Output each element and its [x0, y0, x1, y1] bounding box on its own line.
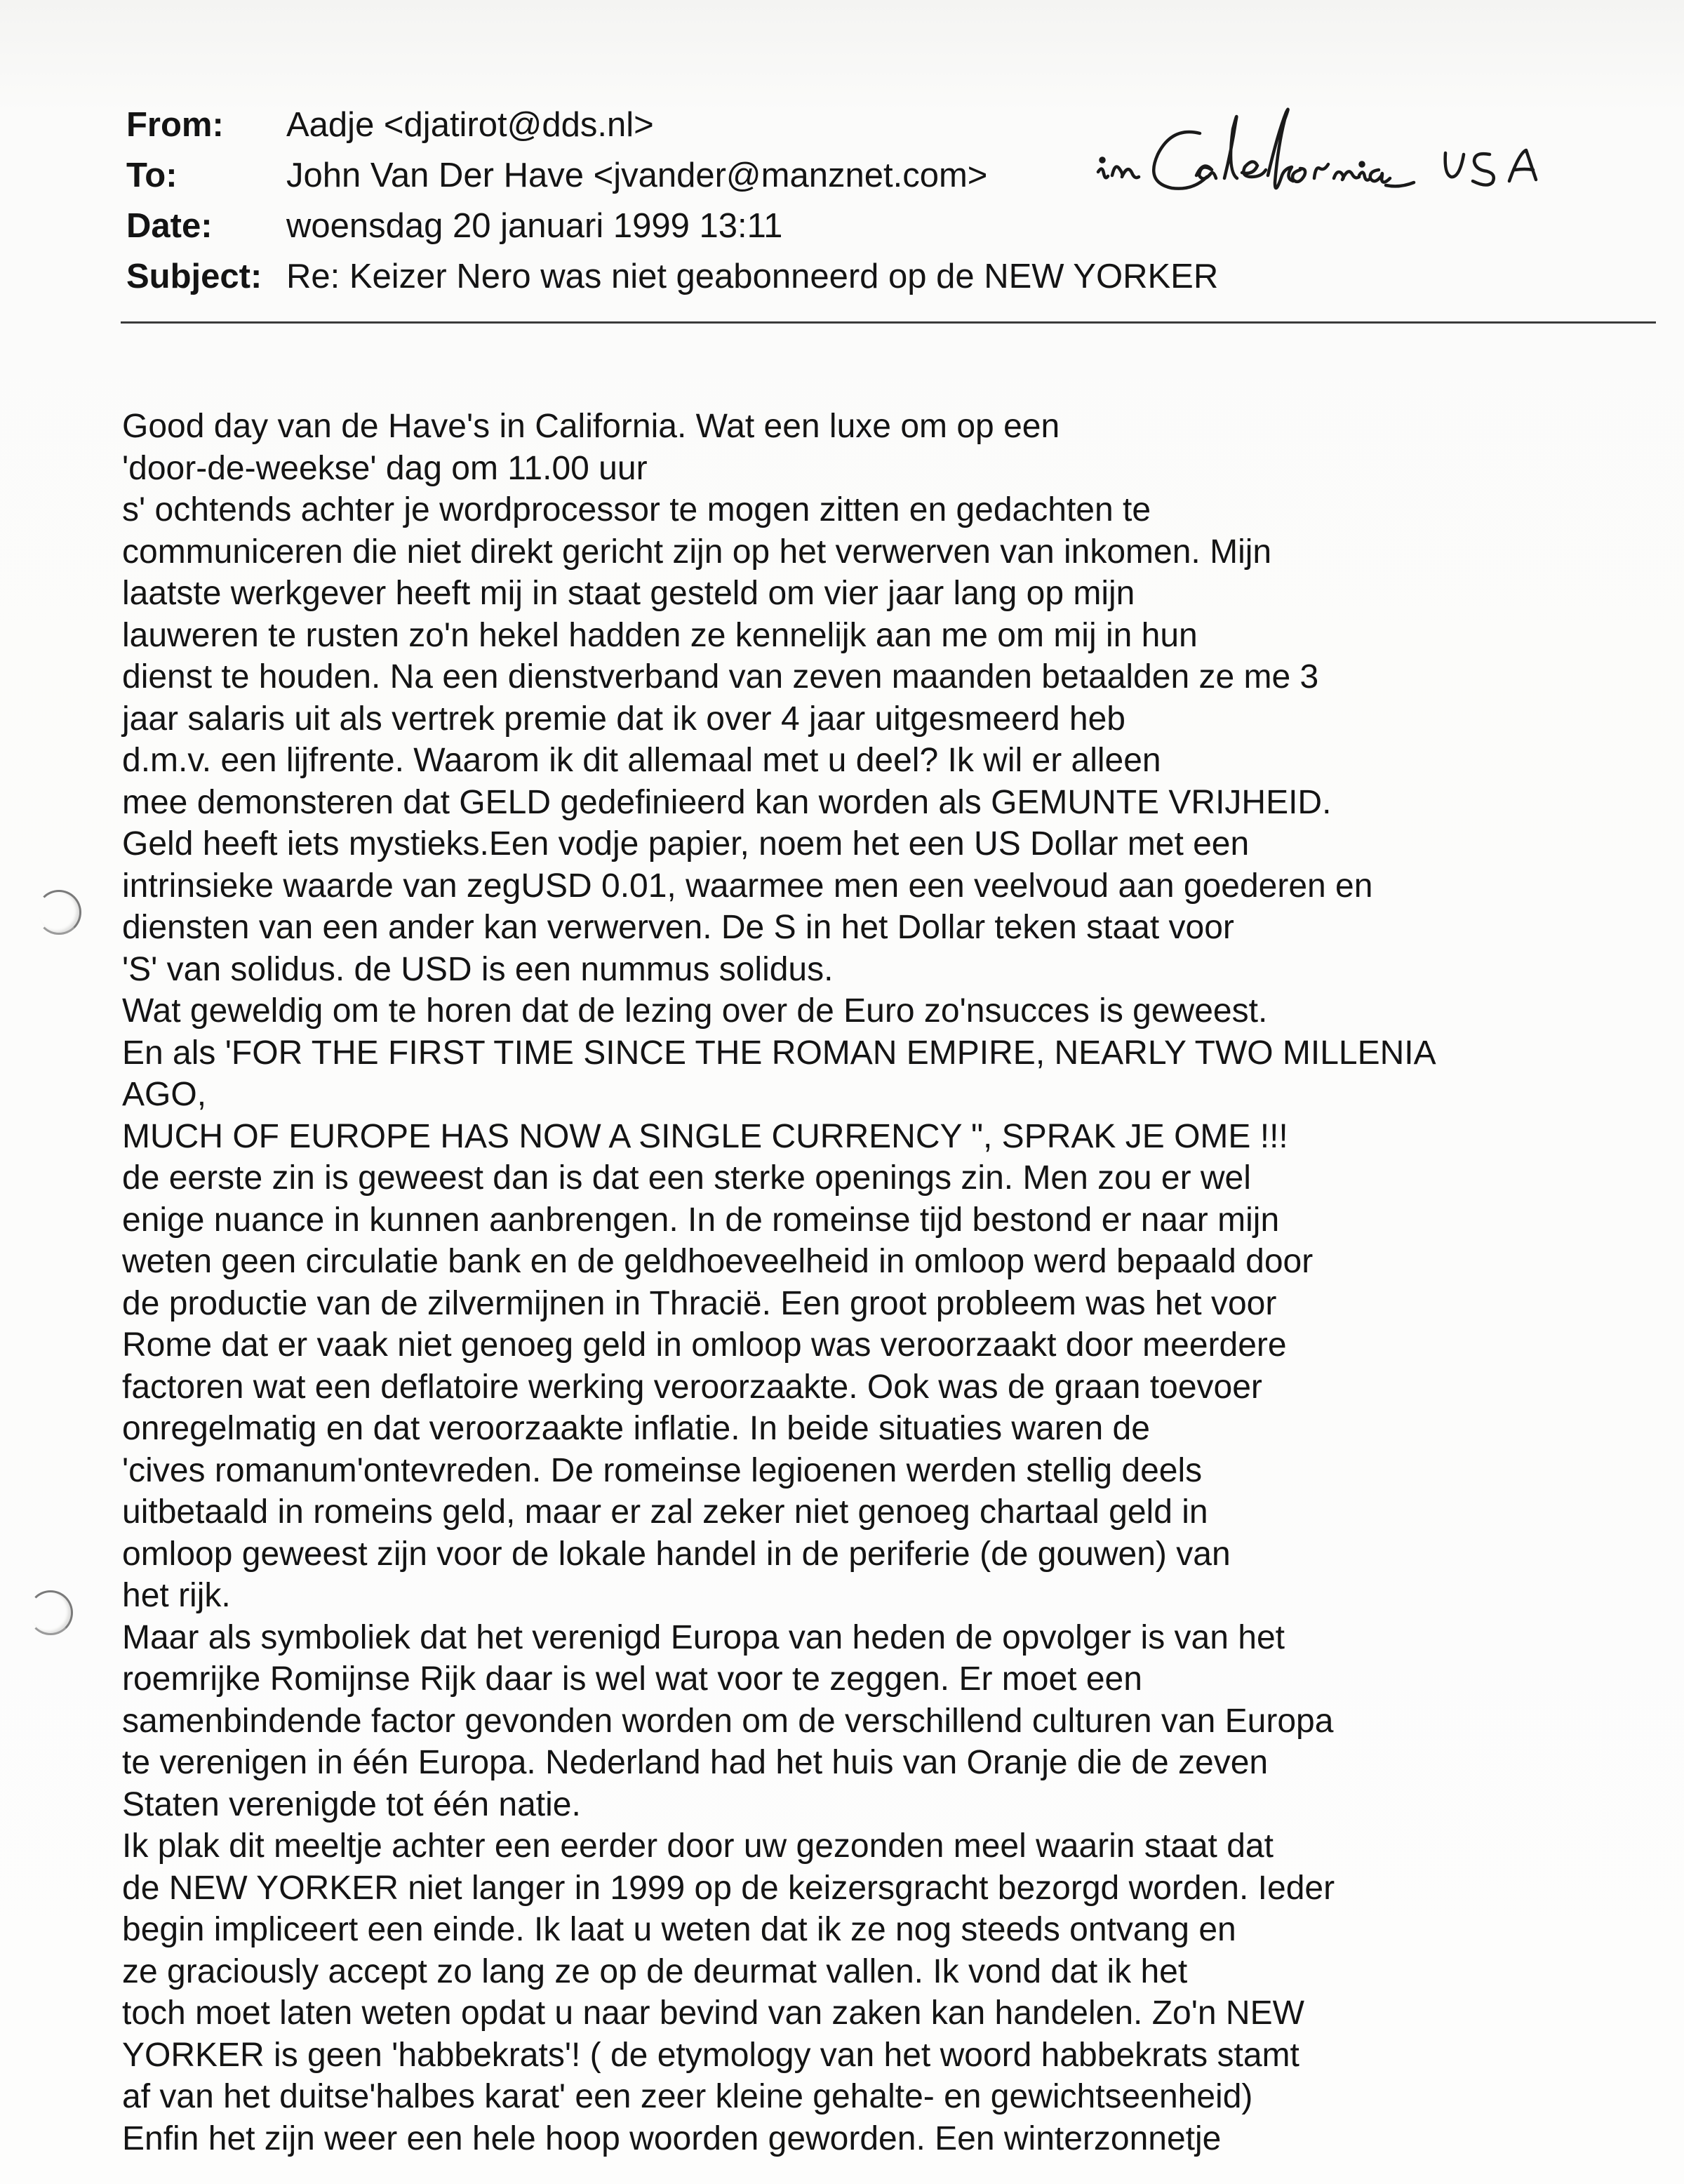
- body-line: te verenigen in één Europa. Nederland had het huis van Oranje die de zeven: [122, 1744, 1269, 1781]
- header-divider: [121, 321, 1656, 324]
- body-line: de productie van de zilvermijnen in Thracië. Een groot probleem was het voor: [122, 1284, 1277, 1322]
- punch-hole-top: [36, 890, 81, 935]
- body-line: onregelmatig en dat veroorzaakte inflatie. In beide situaties waren de: [122, 1410, 1150, 1447]
- body-line: de eerste zin is geweest dan is dat een sterke openings zin. Men zou er wel: [122, 1159, 1251, 1197]
- body-line: roemrijke Romijnse Rijk daar is wel wat voor te zeggen. Er moet een: [122, 1660, 1142, 1698]
- body-line: Ik plak dit meeltje achter een eerder door uw gezonden meel waarin staat dat: [122, 1827, 1274, 1865]
- body-line: begin impliceert een einde. Ik laat u weten dat ik ze nog steeds ontvang en: [122, 1911, 1236, 1948]
- body-line: lauweren te rusten zo'n hekel hadden ze kennelijk aan me om mij in hun: [122, 616, 1198, 654]
- body-line: 'cives romanum'ontevreden. De romeinse legioenen werden stellig deels: [122, 1451, 1203, 1489]
- from-value: Aadje <djatirot@dds.nl>: [286, 106, 654, 144]
- body-line: Maar als symboliek dat het verenigd Europa van heden de opvolger is van het: [122, 1618, 1285, 1656]
- body-line: Wat geweldig om te horen dat de lezing over de Euro zo'nsucces is geweest.: [122, 992, 1268, 1030]
- body-line: de NEW YORKER niet langer in 1999 op de keizersgracht bezorgd worden. Ieder: [122, 1869, 1335, 1907]
- body-line: s' ochtends achter je wordprocessor te mogen zitten en gedachten te: [122, 491, 1151, 528]
- body-line: weten geen circulatie bank en de geldhoeveelheid in omloop werd bepaald door: [122, 1243, 1314, 1280]
- email-body: [122, 406, 1666, 2159]
- subject-value: Re: Keizer Nero was niet geabonneerd op de NEW YORKER: [286, 258, 1219, 295]
- body-line: af van het duitse'halbes karat' een zeer kleine gehalte- en gewichtseenheid): [122, 2078, 1253, 2115]
- body-line: uitbetaald in romeins geld, maar er zal zeker niet genoeg chartaal geld in: [122, 1493, 1208, 1531]
- body-line: jaar salaris uit als vertrek premie dat ik over 4 jaar uitgesmeerd heb: [122, 700, 1125, 738]
- body-line: mee demonsteren dat GELD gedefinieerd kan worden als GEMUNTE VRIJHEID.: [122, 783, 1332, 821]
- body-line: omloop geweest zijn voor de lokale handel in de periferie (de gouwen) van: [122, 1535, 1231, 1573]
- body-line: d.m.v. een lijfrente. Waarom ik dit allemaal met u deel? Ik wil er alleen: [122, 742, 1161, 779]
- body-line: Enfin het zijn weer een hele hoop woorden geworden. Een winterzonnetje: [122, 2119, 1222, 2157]
- body-line: Good day van de Have's in California. Wat een luxe om op een: [122, 408, 1060, 445]
- body-line: toch moet laten weten opdat u naar bevind van zaken kan handelen. Zo'n NEW: [122, 1995, 1304, 2032]
- body-line: laatste werkgever heeft mij in staat gesteld om vier jaar lang op mijn: [122, 575, 1135, 612]
- body-line: YORKER is geen 'habbekrats'! ( de etymology van het woord habbekrats stamt: [122, 2036, 1299, 2074]
- from-label: From:: [126, 106, 224, 144]
- body-line: Staten verenigde tot één natie.: [122, 1785, 581, 1823]
- handwritten-note: [1091, 105, 1554, 211]
- date-value: woensdag 20 januari 1999 13:11: [286, 207, 783, 245]
- body-line: AGO,: [122, 1076, 207, 1113]
- body-line: enige nuance in kunnen aanbrengen. In de romeinse tijd bestond er naar mijn: [122, 1201, 1280, 1239]
- body-line: diensten van een ander kan verwerven. De S in het Dollar teken staat voor: [122, 909, 1234, 946]
- body-line: 'door-de-weekse' dag om 11.00 uur: [122, 449, 648, 487]
- body-line: Rome dat er vaak niet genoeg geld in omloop was veroorzaakt door meerdere: [122, 1326, 1287, 1364]
- body-line: het rijk.: [122, 1577, 231, 1614]
- body-line: MUCH OF EUROPE HAS NOW A SINGLE CURRENCY ", SPRAK JE OME !!!: [122, 1117, 1288, 1155]
- body-line: samenbindende factor gevonden worden om de verschillend culturen van Europa: [122, 1702, 1334, 1740]
- body-line: dienst te houden. Na een dienstverband van zeven maanden betaalden ze me 3: [122, 658, 1319, 695]
- to-value: John Van Der Have <jvander@manznet.com>: [286, 157, 988, 194]
- body-line: En als 'FOR THE FIRST TIME SINCE THE ROMAN EMPIRE, NEARLY TWO MILLENIA: [122, 1034, 1436, 1072]
- body-line: factoren wat een deflatoire werking veroorzaakte. Ook was de graan toevoer: [122, 1368, 1262, 1406]
- to-label: To:: [126, 157, 178, 194]
- body-line: ze graciously accept zo lang ze op de deurmat vallen. Ik vond dat ik het: [122, 1952, 1188, 1990]
- body-line: communiceren die niet direkt gericht zijn op het verwerven van inkomen. Mijn: [122, 533, 1272, 571]
- date-label: Date:: [126, 207, 213, 245]
- punch-hole-bottom: [28, 1590, 73, 1635]
- body-line: intrinsieke waarde van zegUSD 0.01, waarmee men een veelvoud aan goederen en: [122, 867, 1373, 905]
- body-line: 'S' van solidus. de USD is een nummus solidus.: [122, 950, 834, 988]
- body-line: Geld heeft iets mystieks.Een vodje papier, noem het een US Dollar met een: [122, 825, 1250, 863]
- subject-label: Subject:: [126, 258, 262, 295]
- subject-row: [126, 251, 1656, 302]
